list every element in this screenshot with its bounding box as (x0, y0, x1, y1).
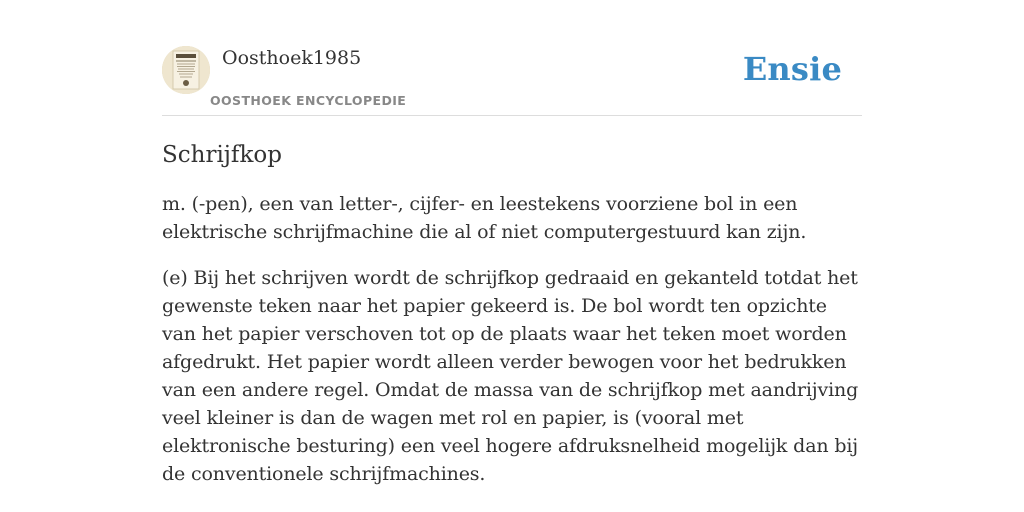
entry-title: Schrijfkop (162, 142, 282, 168)
avatar[interactable] (162, 46, 210, 94)
book-title-page-icon (162, 46, 210, 94)
author-name[interactable]: Oosthoek1985 (222, 47, 362, 69)
entry-header (162, 44, 862, 116)
entry-card (162, 44, 862, 488)
ensie-logo[interactable]: Ensie (742, 50, 842, 88)
source-label[interactable]: OOSTHOEK ENCYCLOPEDIE (210, 93, 407, 108)
entry-definition: m. (-pen), een van letter-, cijfer- en leestekens voorziene bol in een elektrische schrijfmachine die al of niet computergestuurd kan zijn. (162, 193, 807, 243)
entry-explanation: (e) Bij het schrijven wordt de schrijfkop gedraaid en gekanteld totdat het gewenste teken naar het papier gekeerd is. De bol wordt ten opzichte van het papier verschoven tot op de plaats waar het teken moet worden afgedrukt. Het papier wordt alleen verder bewogen voor het bedrukken van een andere regel. Omdat de massa van de schrijfkop met aandrijving veel kleiner is dan de wagen met rol en papier, is (vooral met elektronische besturing) een veel hogere afdruksnelheid mogelijk dan bij de conventionele schrijfmachines. (162, 267, 859, 485)
